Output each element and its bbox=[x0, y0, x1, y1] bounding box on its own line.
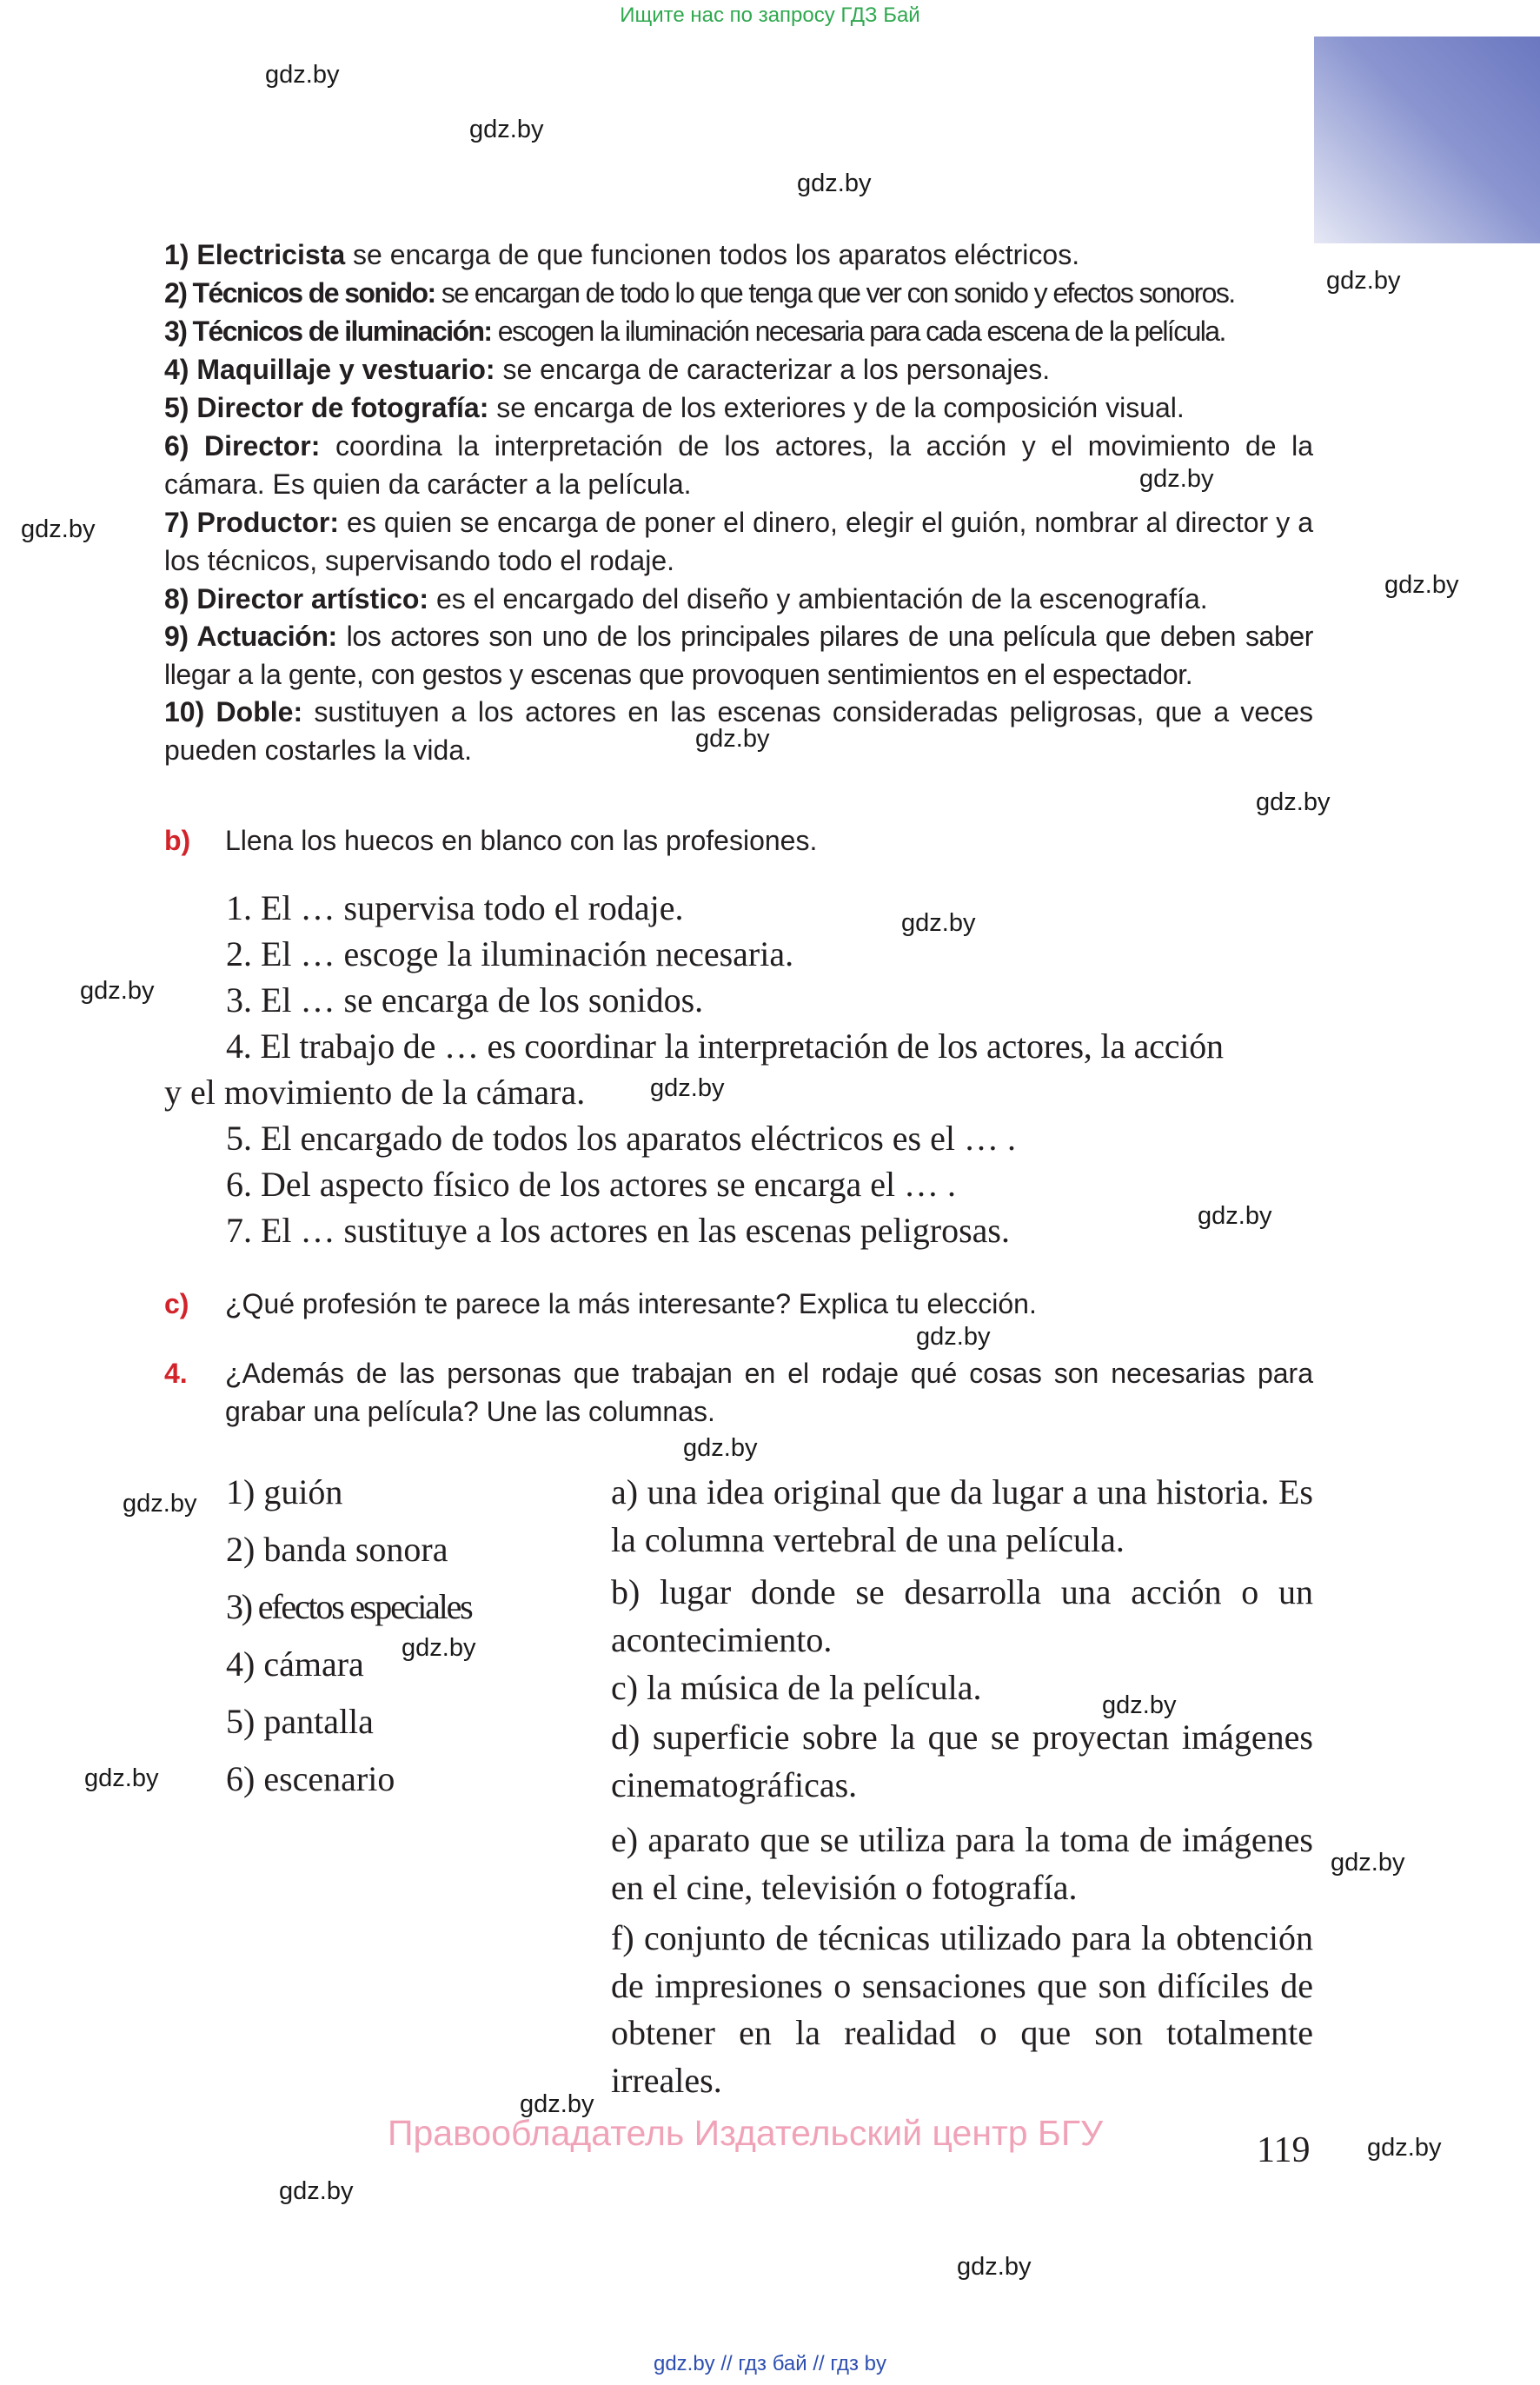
watermark: gdz.by bbox=[695, 725, 770, 753]
watermark: gdz.by bbox=[265, 61, 340, 89]
vocab-definition: se encarga de caracterizar a los personajes. bbox=[495, 354, 1051, 385]
task-c-instruction: ¿Qué profesión te parece la más interesante? Explica tu elección. bbox=[225, 1288, 1037, 1319]
exercise-line: 2. El … escoge la iluminación necesaria. bbox=[226, 934, 794, 973]
exercise-line: 4. El trabajo de … es coordinar la interpretación de los actores, la acción bbox=[226, 1026, 1224, 1066]
match-left-item: 3) efectos especiales bbox=[226, 1587, 472, 1626]
exercise-line: y el movimiento de la cámara. bbox=[164, 1073, 586, 1112]
watermark: gdz.by bbox=[1198, 1202, 1272, 1230]
watermark: gdz.by bbox=[1102, 1691, 1177, 1719]
vocab-definition: se encarga de los exteriores y de la composición visual. bbox=[488, 392, 1185, 423]
match-right-item: f) conjunto de técnicas utilizado para la obtención de impresiones o sensaciones que son difíciles de obtener en la realidad o que son totalmente irreales. bbox=[611, 1918, 1313, 2100]
task-4-instruction: ¿Además de las personas que trabajan en el rodaje qué cosas son necesarias para grabar una película? Une las columnas. bbox=[225, 1358, 1313, 1427]
match-left-item: 1) guión bbox=[226, 1472, 343, 1511]
match-left-item: 6) escenario bbox=[226, 1759, 395, 1798]
vocab-definition: es el encargado del diseño y ambientación de la escenografía. bbox=[428, 583, 1208, 615]
vocab-term: 8) Director artístico: bbox=[164, 583, 429, 615]
vocab-term: 3) Técnicos de iluminación: bbox=[164, 316, 492, 347]
match-left-item: 4) cámara bbox=[226, 1644, 364, 1684]
watermark: gdz.by bbox=[797, 169, 872, 197]
vocab-item-7 bbox=[164, 504, 1313, 581]
vocab-term: 10) Doble: bbox=[164, 696, 303, 727]
match-right-item: b) lugar donde se desarrolla una acción o un acontecimiento. bbox=[611, 1572, 1313, 1659]
watermark: gdz.by bbox=[123, 1490, 197, 1518]
watermark: gdz.by bbox=[901, 909, 976, 937]
vocab-term: 1) Electricista bbox=[164, 239, 346, 270]
vocab-item-8 bbox=[164, 581, 1208, 619]
match-right-item: d) superficie sobre la que se proyectan imágenes cinematográficas. bbox=[611, 1717, 1313, 1804]
task-b-instruction: Llena los huecos en blanco con las profesiones. bbox=[225, 825, 818, 856]
watermark: gdz.by bbox=[683, 1434, 758, 1462]
vocab-term: 9) Actuación: bbox=[164, 621, 337, 652]
task-4-label: 4. bbox=[164, 1358, 188, 1389]
watermark: gdz.by bbox=[1326, 267, 1401, 295]
watermark: gdz.by bbox=[469, 116, 544, 143]
footer-links[interactable]: gdz.by // гдз бай // гдз by bbox=[653, 2352, 887, 2375]
watermark: gdz.by bbox=[1256, 788, 1331, 816]
watermark: gdz.by bbox=[1367, 2134, 1442, 2162]
vocab-item-3 bbox=[164, 313, 1225, 351]
vocab-item-10 bbox=[164, 694, 1313, 770]
vocab-item-1 bbox=[164, 236, 1079, 275]
watermark: gdz.by bbox=[957, 2253, 1032, 2281]
vocab-definition: escogen la iluminación necesaria para cada escena de la película. bbox=[491, 316, 1225, 347]
vocab-item-2 bbox=[164, 275, 1235, 313]
watermark: gdz.by bbox=[1139, 465, 1214, 493]
exercise-line: 5. El encargado de todos los aparatos eléctricos es el … . bbox=[226, 1119, 1016, 1158]
vocab-item-5 bbox=[164, 389, 1185, 428]
watermark: gdz.by bbox=[916, 1323, 991, 1351]
exercise-line: 1. El … supervisa todo el rodaje. bbox=[226, 888, 684, 927]
vocab-definition: coordina la interpretación de los actores, la acción y el movimiento de la cámara. Es quien da carácter a la película. bbox=[164, 430, 1314, 500]
page-number: 119 bbox=[1257, 2130, 1311, 2170]
match-right-item: e) aparato que se utiliza para la toma de imágenes en el cine, televisión o fotografía. bbox=[611, 1820, 1313, 1907]
vocab-term: 2) Técnicos de sonido: bbox=[164, 277, 435, 309]
watermark: gdz.by bbox=[402, 1634, 476, 1662]
vocab-term: 6) Director: bbox=[164, 430, 321, 462]
task-b-label: b) bbox=[164, 825, 191, 856]
vocab-definition: los actores son uno de los principales pilares de una película que deben saber llegar a la gente, con gestos y escenas que provoquen sentimientos en el espectador. bbox=[164, 621, 1313, 690]
top-banner[interactable]: Ищите нас по запросу ГДЗ Бай bbox=[620, 3, 920, 27]
task-c-label: c) bbox=[164, 1288, 189, 1319]
watermark: gdz.by bbox=[84, 1764, 159, 1792]
watermark: gdz.by bbox=[21, 515, 96, 543]
watermark: gdz.by bbox=[80, 977, 155, 1005]
vocab-term: 7) Productor: bbox=[164, 507, 340, 538]
exercise-line: 7. El … sustituye a los actores en las escenas peligrosas. bbox=[226, 1211, 1010, 1250]
watermark: gdz.by bbox=[1331, 1849, 1405, 1877]
exercise-line: 3. El … se encarga de los sonidos. bbox=[226, 980, 704, 1020]
match-left-item: 5) pantalla bbox=[226, 1702, 374, 1741]
vocab-definition: sustituyen a los actores en las escenas consideradas peligrosas, que a veces pueden costarles la vida. bbox=[164, 696, 1314, 766]
vocab-definition: se encarga de que funcionen todos los aparatos eléctricos. bbox=[345, 239, 1080, 270]
copyright-notice: Правообладатель Издательский центр БГУ bbox=[388, 2113, 1104, 2153]
vocab-item-9 bbox=[164, 618, 1313, 694]
vocab-item-4 bbox=[164, 351, 1050, 389]
watermark: gdz.by bbox=[279, 2177, 354, 2205]
vocab-term: 4) Maquillaje y vestuario: bbox=[164, 354, 495, 385]
match-right-item: a) una idea original que da lugar a una historia. Es la columna vertebral de una película. bbox=[611, 1472, 1313, 1559]
corner-decoration bbox=[1314, 37, 1540, 243]
watermark: gdz.by bbox=[1384, 571, 1459, 599]
match-right-item: c) la música de la película. bbox=[611, 1668, 982, 1707]
match-left-item: 2) banda sonora bbox=[226, 1530, 448, 1569]
vocab-item-6 bbox=[164, 428, 1313, 504]
watermark: gdz.by bbox=[520, 2090, 594, 2118]
vocab-definition: se encargan de todo lo que tenga que ver con sonido y efectos sonoros. bbox=[435, 277, 1235, 309]
vocab-term: 5) Director de fotografía: bbox=[164, 392, 489, 423]
watermark: gdz.by bbox=[650, 1074, 725, 1102]
vocab-definition: es quien se encarga de poner el dinero, elegir el guión, nombrar al director y a los técnicos, supervisando todo el rodaje. bbox=[164, 507, 1314, 576]
exercise-line: 6. Del aspecto físico de los actores se encarga el … . bbox=[226, 1165, 957, 1204]
